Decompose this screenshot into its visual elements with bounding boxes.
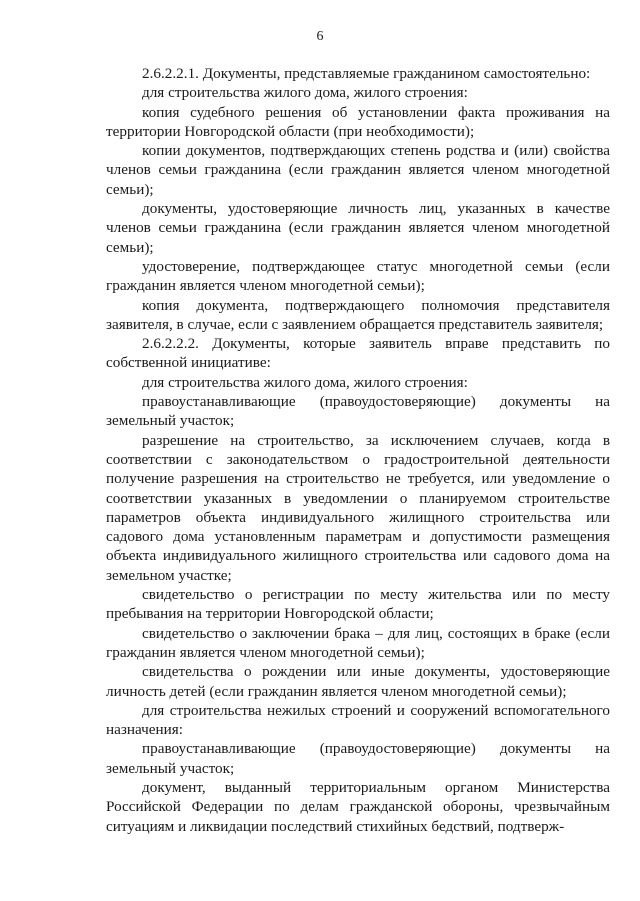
list-item: свидетельство о заключении брака – для лиц, состоящих в браке (если гражданин является членом многодетной семьи); xyxy=(106,624,610,661)
list-item: копии документов, подтверждающих степень родства и (или) свойства членов семьи гражданина (если гражданин является членом многодетной семьи); xyxy=(106,142,610,198)
list-item: свидетельство о регистрации по месту жительства или по месту пребывания на территории Новгородской области; xyxy=(106,586,610,623)
list-item: правоустанавливающие (правоудостоверяющие) документы на земельный участок; xyxy=(106,740,610,777)
subheading-residential: для строительства жилого дома, жилого строения: xyxy=(142,84,468,102)
list-item: копия документа, подтверждающего полномочия представителя заявителя, в случае, если с заявлением обращается представитель заявителя; xyxy=(106,296,610,333)
subheading-non-residential: для строительства нежилых строений и сооружений вспомогательного назначения: xyxy=(106,701,610,739)
page-number: 6 xyxy=(316,29,324,44)
list-item: удостоверение, подтверждающее статус многодетной семьи (если гражданин является членом многодетной семьи); xyxy=(106,257,610,295)
document-body xyxy=(106,64,610,836)
list-item: документы, удостоверяющие личность лиц, указанных в качестве членов семьи гражданина (если гражданин является членом многодетной семьи); xyxy=(106,200,610,256)
subheading-residential: для строительства жилого дома, жилого строения: xyxy=(142,373,468,391)
section-heading-2-6-2-2-2: 2.6.2.2.2. Документы, которые заявитель вправе представить по собственной инициативе: xyxy=(106,335,610,372)
section-heading-2-6-2-2-1: 2.6.2.2.1. Документы, представляемые гражданином самостоятельно: xyxy=(142,65,591,82)
list-item: правоустанавливающие (правоудостоверяющие) документы на земельный участок; xyxy=(106,393,610,430)
list-item: свидетельства о рождении или иные документы, удостоверяющие личность детей (если гражданин является членом многодетной семьи); xyxy=(106,663,610,700)
list-item: разрешение на строительство, за исключением случаев, когда в соответствии с законодательством о градостроительной деятельности получение разрешения на строительство не требуется, или уведомление о соответствии указанных в уведомлении о планируемом строительстве параметров объекта индивидуального жилищного строительства или садового дома установленным параметрам и допустимости размещения объекта индивидуального жилищного строительства или садового дома на земельном участке; xyxy=(106,431,610,584)
list-item: копия судебного решения об установлении факта проживания на территории Новгородской области (при необходимости); xyxy=(106,103,610,140)
list-item: документ, выданный территориальным органом Министерства Российской Федерации по делам гражданской обороны, чрезвычайным ситуациям и ликвидации последствий стихийных бедствий, подтверж- xyxy=(106,778,610,835)
